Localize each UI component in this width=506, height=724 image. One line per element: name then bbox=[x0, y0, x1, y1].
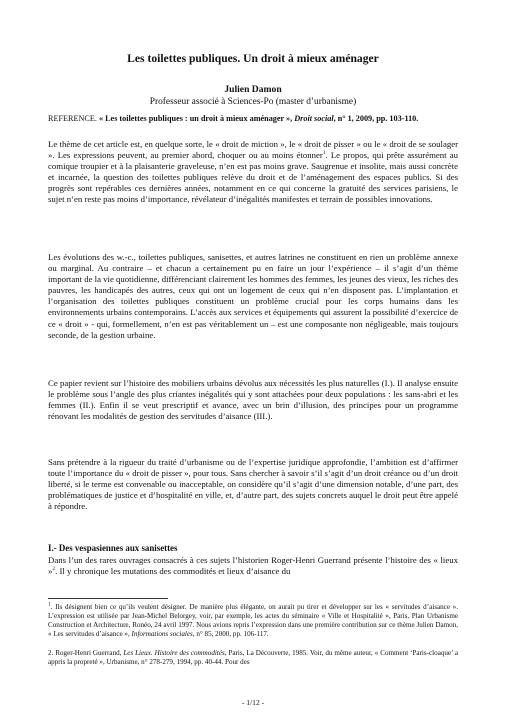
footnote-ref: 1 bbox=[322, 150, 326, 157]
paragraph-2 bbox=[48, 252, 458, 341]
article-title: Les toilettes publiques. Un droit à mieux aménager bbox=[127, 52, 379, 65]
paragraph-text: Le thème de cet article est, en quelque sorte, le « droit de miction », le « droit de pisser » ou le « droit de se soulager ». Les expressions peuvent, au premier abord, choquer ou au moins étonner bbox=[48, 139, 458, 161]
footnote-1 bbox=[48, 603, 458, 639]
reference-label: REFERENCE. bbox=[48, 114, 97, 123]
footnote-text: , Paris, La Découverte, 1985. Voir, du même auteur, « Comment ‘Paris-cloaque’ a appris la propreté », Urbanisme, n° 278-279, 1994, pp. 40-44. Pour des bbox=[48, 649, 458, 666]
section-paragraph bbox=[48, 555, 458, 577]
paragraph-text: Sans prétendre à la rigueur du traité d’urbanisme ou de l’expertise juridique approfondie, l’ambition est d’affirmer toute l’importance du « droit de pisser », pour tous. Sans chercher à savoir s’il s’agit d’un droit créance ou d’un droit liberté, si le terme est convenable ou inacceptable, on considère qu’il s’agit d’une dimension notable, d’une part, des problématiques de justice et d’hospitalité en ville, et, d’autre part, des sujets concrets auquel le droit peut être appelé à répondre. bbox=[48, 457, 458, 512]
paragraph-4 bbox=[48, 457, 458, 512]
footnote-2 bbox=[48, 649, 458, 667]
paragraph-text: Les évolutions des w.-c., toilettes publiques, sanisettes, et autres latrines ne constituent en rien un problème annexe ou marginal. Au contraire – et chacun a certainement pu en faire un jour l’expérience – il s’agit d’un thème important de la vie quotidienne, différenciant clairement les hommes des femmes, les jeunes des vieux, les riches des pauvres, les handicapés des autres, ceux qui ont un logement de ceux qui n’en disposent pas. L’implantation et l’organisation des toilettes publiques constituent un problème crucial pour les corps humains dans les environnements urbains contemporains. L’accès aux services et équipements qui assurent la possibilité d’exercice de ce « droit » - qui, formellement, n’en est pas véritablement un – est une composante non négligeable, mais toujours seconde, de la gestion urbaine. bbox=[48, 252, 458, 340]
paragraph-text: . Il y chronique les mutations des commodités et lieux d’aisance du bbox=[55, 566, 291, 577]
footnote-number: 1 bbox=[48, 601, 51, 608]
section-heading: I.- Des vespasiennes aux sanisettes bbox=[48, 543, 178, 553]
footnote-separator bbox=[48, 598, 168, 599]
author-affiliation: Professeur associé à Sciences-Po (master d’urbanisme) bbox=[149, 97, 357, 107]
reference-title: « Les toilettes publiques : un droit à mieux aménager », bbox=[98, 114, 293, 123]
paragraph-text: . Le propos, qui prête assurément au comique troupier et à la plaisanterie graveleuse, n’en est pas moins grave. Saugrenue et insolite, mais aussi concrète et incarnée, la question des toilettes publiques relève du droit et de l’aménagement des espaces publics. Si des progrès sont repérables ces dernières années, notamment en ce qui concerne la gratuité des services parisiens, le sujet n’en reste pas moins d’importance, révélateur d’inégalités manifestes et terrain de possibles innovations. bbox=[48, 150, 458, 205]
reference-details: , n° 1, 2009, pp. 103-110. bbox=[333, 114, 419, 123]
footnote-text: . Roger-Henri Guerrand, bbox=[51, 649, 124, 657]
footnote-text: . Ils désignent bien ce qu’ils veulent désigner. De manière plus élégante, on aurait pu tirer et développer sur les « servitudes d’aisance ». L’expression est utilisée par Jean-Michel Belorgey, voir, par exemple, les actes du séminaire « Ville et Hospitalité », Paris, Plan Urbanisme Construction et Architecture, Ronéo, 24 avril 1997. Nous avions repris l’expression dans une première contribution sur ce thème Julien Damon, « Les servitudes d’aisance », bbox=[48, 603, 458, 638]
page-number: - 1/12 - bbox=[241, 698, 265, 707]
paragraph-text: Ce papier revient sur l’histoire des mobiliers urbains dévolus aux nécessités les plus naturelles (I.). Il analyse ensuite le problème sous l’angle des plus criantes inégalités qui y sont attachées pour deux populations : les sans-abri et les femmes (II.). Enfin il se veut prescriptif et avance, avec un brin d’illusion, des principes pour un programme rénovant les modalités de gestion des servitudes d’aisance (III.). bbox=[48, 378, 458, 422]
paragraph-1 bbox=[48, 139, 458, 206]
reference-journal: Droit social bbox=[294, 114, 334, 123]
footnote-number: 2 bbox=[48, 649, 52, 657]
footnote-italic: Les Lieux. Histoire des commodités bbox=[123, 649, 225, 657]
footnote-text: , n° 85, 2000, pp. 106-117. bbox=[192, 629, 269, 638]
paragraph-3 bbox=[48, 378, 458, 422]
author-name: Julien Damon bbox=[224, 84, 282, 95]
footnote-italic: Informations sociales bbox=[131, 629, 193, 638]
paragraph-text: Dans l’un des rares ouvrages consacrés à ces sujets l’historien Roger-Henri Guerrand présente l’histoire des « lieux » bbox=[48, 555, 458, 577]
footnote-ref: 2 bbox=[52, 566, 56, 573]
reference-line bbox=[48, 114, 458, 123]
